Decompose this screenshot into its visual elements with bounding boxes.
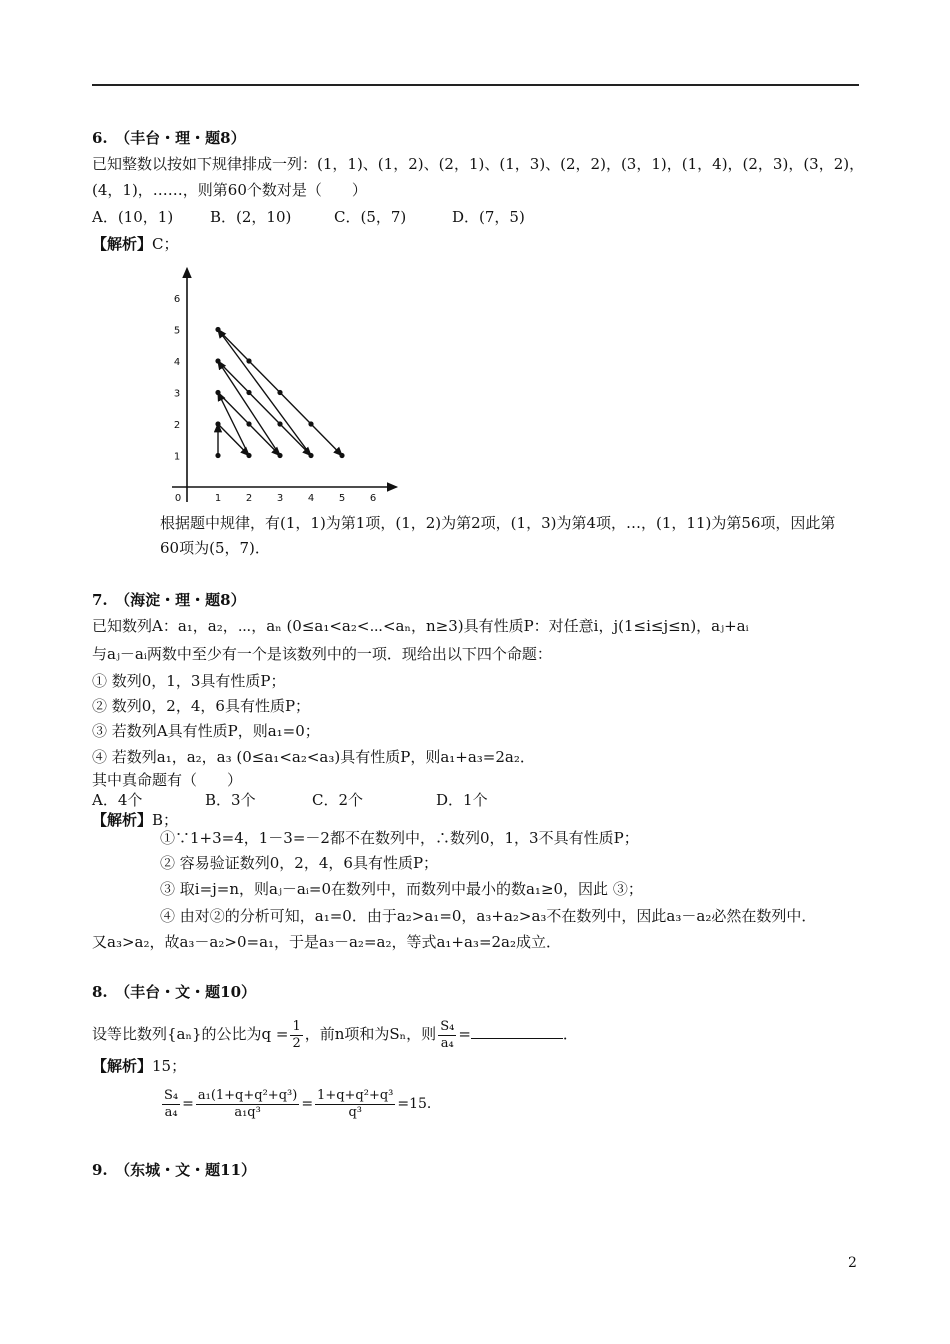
- chart-point: [246, 421, 251, 426]
- q7-stem-line1: 已知数列A：a₁，a₂，⋯，aₙ (0≤a₁<a₂<⋯<aₙ，n≥3)具有性质P：对任意i，j(1≤i≤j≤n)，aⱼ+aᵢ: [92, 617, 749, 635]
- q8-eq-mid-den: a₁q³: [234, 1104, 261, 1120]
- chart-point: [246, 390, 251, 395]
- q7-proposition-1: ① 数列0，1，3具有性质P；: [92, 672, 286, 690]
- q8-eq-mid-num: a₁(1+q+q²+q³): [197, 1087, 298, 1103]
- q6-explanation-line1: 根据题中规律，有(1，1)为第1项，(1，2)为第2项，(1，3)为第4项，…，(1，11)为第56项，因此第: [160, 514, 836, 532]
- q7-answer-line: [92, 810, 178, 830]
- y-tick-label: 4: [173, 357, 181, 368]
- q7-explanation-5: 又a₃>a₂，故a₃－a₂>0=a₁，于是a₃－a₂=a₂，等式a₁+a₃=2a₂成立．: [92, 933, 562, 951]
- q6-answer-label: 【解析】: [92, 235, 153, 253]
- q7-explanation-4: ④ 由对②的分析可知，a₁=0．由于a₂>a₁=0，a₃+a₂>a₃不在数列中，因此a₃－a₂必然在数列中．: [160, 907, 817, 925]
- q8-eq-sign-2: =: [301, 1096, 314, 1112]
- q6-explanation-line2: 60项为(5，7)．: [160, 539, 270, 557]
- y-tick-label: 5: [173, 325, 181, 337]
- x-tick-label: 3: [276, 493, 284, 504]
- q8-eq-lhs-num: S₄: [164, 1087, 179, 1103]
- q6-option-a: A．(10，1): [92, 208, 174, 226]
- chart-arrow: [218, 361, 311, 456]
- page-number: 2: [848, 1255, 857, 1271]
- q7-option-c: C．2个: [312, 791, 364, 809]
- chart-point: [246, 453, 251, 458]
- q8-eq-lhs: [162, 1088, 180, 1121]
- y-tick-label: 3: [173, 388, 181, 400]
- chart-point: [215, 390, 220, 395]
- q8-eq-sign-1: =: [182, 1096, 194, 1112]
- q7-answer: B；: [152, 811, 179, 829]
- q8-stem-c: =: [458, 1025, 471, 1043]
- q7-option-b: B．3个: [205, 791, 256, 809]
- q7-explanation-1: ①∵1+3=4，1－3=－2都不在数列中，∴数列0，1，3不具有性质P；: [160, 829, 639, 847]
- q6-option-c: C．(5，7): [334, 208, 407, 226]
- q8-q-den: 2: [292, 1035, 301, 1051]
- x-tick-label: 2: [245, 493, 253, 504]
- q8-stem-a: 设等比数列{aₙ}的公比为q =: [92, 1025, 289, 1043]
- q7-stem-line2: 与aⱼ－aᵢ两数中至少有一个是该数列中的一项．现给出以下四个命题：: [92, 645, 552, 663]
- q6-stem-line1: 已知整数以按如下规律排成一列：(1，1)、(1，2)、(2，1)、(1，3)、(2，2)，(3，1)，(1，4)，(2，3)，(3，2)，: [92, 155, 865, 173]
- y-tick-label: 1: [173, 451, 181, 463]
- q7-heading: 7. （海淀・理・题8）: [92, 591, 246, 609]
- q6-option-d: D．(7，5): [452, 208, 525, 226]
- q8-stem-b: ，前n项和为Sₙ，则: [304, 1025, 437, 1043]
- header-rule: [92, 84, 859, 86]
- chart-arrow: [218, 330, 311, 456]
- q7-option-d: D．1个: [436, 791, 488, 809]
- chart-point: [277, 390, 282, 395]
- q8-eq-rhs: [315, 1088, 395, 1121]
- q8-ratio-num: S₄: [440, 1018, 455, 1034]
- y-tick-label: 2: [173, 420, 181, 431]
- q6-stem-line2: (4，1)，……，则第60个数对是（ ）: [92, 181, 367, 199]
- chart-point: [215, 421, 220, 426]
- x-tick-label: 6: [369, 493, 377, 504]
- q6-option-b: B．(2，10): [210, 208, 292, 226]
- chart-axes: [172, 269, 397, 503]
- q6-answer: C；: [152, 235, 179, 253]
- q8-stem: [92, 1012, 578, 1056]
- q7-answer-label: 【解析】: [92, 811, 153, 829]
- chart-arrow: [218, 361, 280, 456]
- q7-explanation-2: ② 容易验证数列0，2，4，6具有性质P；: [160, 854, 439, 872]
- chart-point: [215, 453, 220, 458]
- q8-ratio-den: a₄: [440, 1035, 454, 1051]
- q8-eq-rhs-den: q³: [348, 1104, 362, 1120]
- q9-heading: 9. （东城・文・题11）: [92, 1161, 257, 1179]
- q8-eq-rhs-num: 1+q+q²+q³: [317, 1087, 394, 1103]
- chart-point: [339, 453, 344, 458]
- q8-solution-equation: [160, 1080, 441, 1128]
- x-tick-label: 4: [307, 493, 315, 504]
- q8-answer-blank: [471, 1024, 563, 1039]
- chart-point: [308, 453, 313, 458]
- x-tick-label: 0: [174, 493, 182, 504]
- chart-point: [215, 358, 220, 363]
- q8-eq-lhs-den: a₄: [164, 1104, 178, 1120]
- chart-point: [277, 453, 282, 458]
- q8-stem-end: ．: [562, 1025, 578, 1043]
- q6-heading: 6. （丰台・理・题8）: [92, 129, 246, 147]
- q8-q-num: 1: [292, 1018, 301, 1034]
- chart-arrow: [218, 424, 249, 456]
- x-tick-label: 1: [214, 493, 222, 504]
- q7-proposition-4: ④ 若数列a₁，a₂，a₃ (0≤a₁<a₂<a₃)具有性质P，则a₁+a₃=2a₂．: [92, 748, 535, 766]
- q7-ask: 其中真命题有（ ）: [92, 771, 243, 789]
- chart-point: [215, 327, 220, 332]
- x-tick-label: 5: [338, 493, 346, 504]
- q8-heading: 8. （丰台・文・题10）: [92, 983, 257, 1001]
- q7-proposition-2: ② 数列0，2，4，6具有性质P；: [92, 697, 311, 715]
- q6-lattice-chart: [162, 254, 402, 506]
- q8-q-fraction: [290, 1019, 302, 1052]
- q7-option-a: A．4个: [92, 791, 143, 809]
- q7-explanation-3: ③ 取i=j=n，则aⱼ－aᵢ=0在数列中，而数列中最小的数a₁≥0，因此 ③；: [160, 880, 643, 898]
- q8-answer-line: [92, 1056, 186, 1076]
- q8-answer-label: 【解析】: [92, 1057, 153, 1075]
- q8-eq-result: =15．: [397, 1096, 441, 1112]
- q7-proposition-3: ③ 若数列A具有性质P，则a₁=0；: [92, 722, 320, 740]
- q8-answer: 15；: [152, 1057, 187, 1075]
- chart-point: [308, 421, 313, 426]
- q8-ratio-fraction: [438, 1019, 456, 1052]
- q6-answer-line: [92, 234, 179, 254]
- chart-point: [246, 358, 251, 363]
- chart-point: [277, 421, 282, 426]
- y-tick-label: 6: [173, 294, 181, 305]
- chart-tick-labels: [174, 294, 376, 504]
- q8-eq-mid: [196, 1088, 299, 1121]
